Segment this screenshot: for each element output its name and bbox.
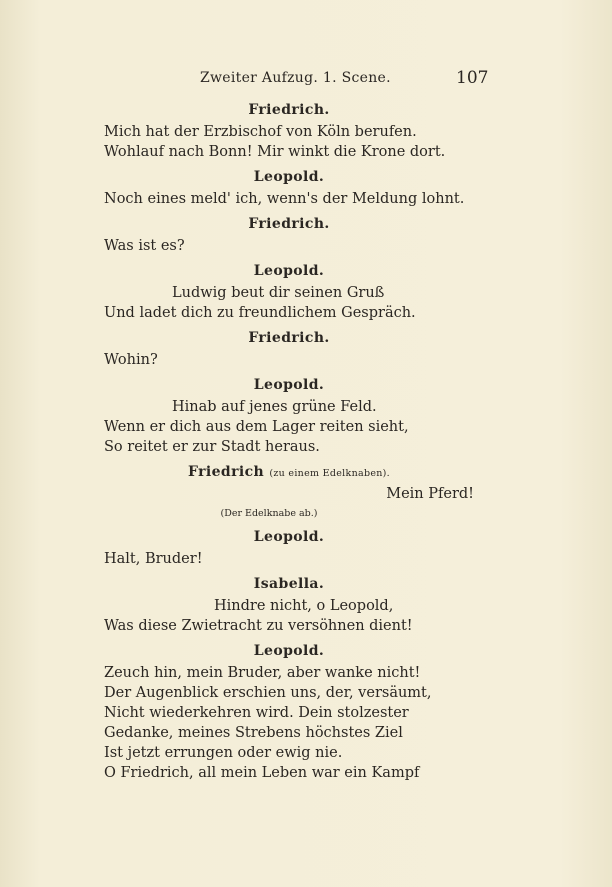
verse-line: Ist jetzt errungen oder ewig nie. <box>104 745 343 761</box>
speaker-name-with-direction <box>104 462 474 484</box>
verse-line: So reitet er zur Stadt heraus. <box>104 439 320 455</box>
speaker-name: Friedrich. <box>248 330 330 346</box>
running-head: Zweiter Aufzug. 1. Scene. <box>200 70 391 86</box>
verse-line: Der Augenblick erschien uns, der, versäumt, <box>104 685 432 701</box>
verse-line: Wohlauf nach Bonn! Mir winkt die Krone dort. <box>104 144 446 160</box>
stage-direction-inline: (zu einem Edelknaben). <box>269 468 391 479</box>
play-text <box>104 95 474 783</box>
speaker-name: Leopold. <box>253 263 325 279</box>
verse-line: Hindre nicht, o Leopold, <box>214 598 394 614</box>
speaker-name: Friedrich. <box>248 216 330 232</box>
verse-line: Ludwig beut dir seinen Gruß <box>172 285 385 301</box>
verse-line: Halt, Bruder! <box>104 551 203 567</box>
verse-line: Mich hat der Erzbischof von Köln berufen. <box>104 124 417 140</box>
speaker-name: Leopold. <box>253 529 325 545</box>
verse-line: Wohin? <box>104 352 158 368</box>
speaker-name: Leopold. <box>253 643 325 659</box>
verse-line: Noch eines meld' ich, wenn's der Meldung lohnt. <box>104 191 465 207</box>
verse-line: Gedanke, meines Strebens höchstes Ziel <box>104 725 403 741</box>
speaker-name: Friedrich. <box>248 102 330 118</box>
stage-direction: (Der Edelknabe ab.) <box>220 508 318 519</box>
verse-line: Wenn er dich aus dem Lager reiten sieht, <box>104 419 409 435</box>
verse-line: Mein Pferd! <box>386 486 474 502</box>
verse-line: Was ist es? <box>104 238 185 254</box>
verse-line: Zeuch hin, mein Bruder, aber wanke nicht! <box>104 665 421 681</box>
speaker-name: Isabella. <box>253 576 325 592</box>
verse-line: Was diese Zwietracht zu versöhnen dient! <box>104 618 413 634</box>
page-header <box>0 70 612 90</box>
speaker-name: Friedrich <box>187 464 265 480</box>
verse-line: Hinab auf jenes grüne Feld. <box>172 399 377 415</box>
verse-line: O Friedrich, all mein Leben war ein Kampf <box>104 765 420 781</box>
speaker-name: Leopold. <box>253 169 325 185</box>
page-number: 107 <box>456 68 489 88</box>
verse-line: Nicht wiederkehren wird. Dein stolzester <box>104 705 409 721</box>
verse-line: Und ladet dich zu freundlichem Gespräch. <box>104 305 416 321</box>
speaker-name: Leopold. <box>253 377 325 393</box>
